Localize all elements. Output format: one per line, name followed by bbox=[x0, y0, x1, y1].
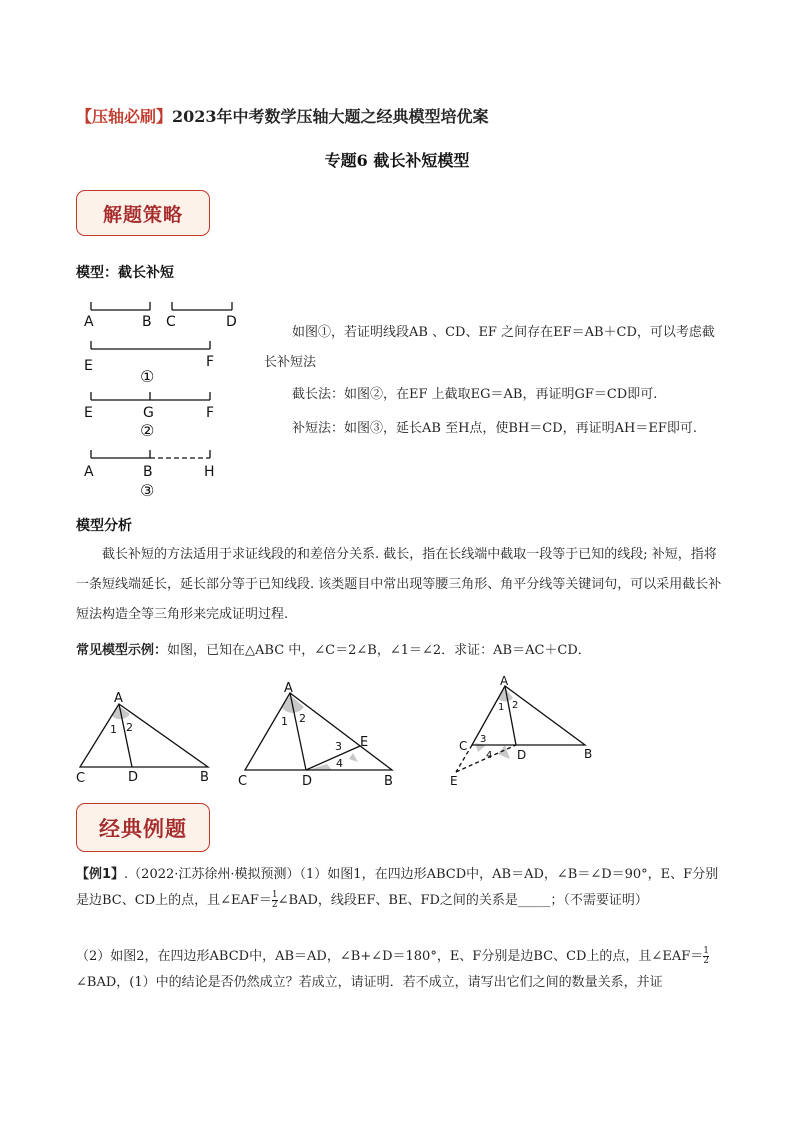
svg-text:B: B bbox=[584, 747, 593, 761]
svg-text:2: 2 bbox=[512, 700, 519, 711]
common-text: 如图，已知在△ABC 中，∠C＝2∠B，∠1＝∠2．求证：AB＝AC＋CD． bbox=[167, 643, 591, 658]
svg-text:C: C bbox=[238, 774, 248, 789]
segment-figure bbox=[76, 290, 246, 505]
fraction-half: $\frac{1}{2}$ bbox=[271, 890, 278, 910]
doc-title bbox=[76, 104, 489, 127]
fig-label-b3: B bbox=[143, 464, 153, 480]
model-para-1: 如图①，若证明线段AB 、CD、EF 之间存在EF＝AB＋CD，可以考虑截长补短法 bbox=[264, 325, 715, 370]
example-part1-b: ∠BAD，线段EF、BE、FD之间的关系是_____；（不需要证明） bbox=[277, 893, 648, 908]
svg-text:D: D bbox=[517, 748, 527, 762]
svg-text:A: A bbox=[114, 691, 123, 706]
fig-label-b: B bbox=[142, 314, 152, 330]
analysis-text: 截长补短的方法适用于求证线段的和差倍分关系. 截长，指在长线端中截取一段等于已知的线段; 补短，指将一条短线端延长，延长部分等于已知线段. 该类题目中常出现等腰三角形、角平分线等关键词句，可以采用截长补短法构造全等三角形来完成证明过程. bbox=[76, 547, 722, 622]
doc-subtitle: 专题6 截长补短模型 bbox=[324, 151, 470, 170]
model-label: 模型：截长补短 bbox=[76, 265, 174, 281]
svg-text:D: D bbox=[302, 774, 313, 789]
triangle-fig-1 bbox=[76, 691, 209, 786]
title-bracket: 【压轴必刷】 bbox=[76, 107, 173, 126]
fig-label-c: C bbox=[166, 314, 176, 330]
svg-text:A: A bbox=[500, 674, 509, 688]
svg-text:C: C bbox=[76, 771, 86, 786]
svg-text:3: 3 bbox=[480, 734, 487, 745]
example-source: .（2022·江苏徐州·模拟预测） bbox=[124, 867, 300, 882]
triangle-figures bbox=[70, 674, 750, 794]
svg-text:E: E bbox=[360, 735, 369, 750]
fig-num-2: ② bbox=[140, 421, 155, 440]
example-1-part2 bbox=[76, 944, 726, 996]
badge-examples: 经典例题 bbox=[76, 803, 210, 852]
analysis-label: 模型分析 bbox=[76, 518, 132, 534]
fig-label-h: H bbox=[204, 464, 215, 480]
fig-label-f2: F bbox=[206, 405, 215, 421]
fig-label-e: E bbox=[84, 358, 93, 374]
svg-text:2: 2 bbox=[299, 712, 306, 725]
example-1 bbox=[76, 862, 726, 914]
example-part2-b: ∠BAD，(1）中的结论是否仍然成立？若成立，请证明．若不成立，请写出它们之间的数量关系，并证 bbox=[76, 975, 663, 990]
fig-label-e2: E bbox=[84, 405, 93, 421]
example-part2-a: （2）如图2，在四边形ABCD中，AB＝AD，∠B+∠D＝180°，E、F分别是边BC、CD上的点，且∠EAF＝ bbox=[76, 949, 704, 964]
model-para-3: 补短法：如图③，延长AB 至H点，使BH＝CD，再证明AH＝EF即可. bbox=[292, 421, 698, 436]
fig-label-f: F bbox=[206, 354, 215, 370]
triangle-fig-2 bbox=[238, 681, 393, 789]
common-label: 常见模型示例： bbox=[76, 643, 168, 658]
svg-text:A: A bbox=[284, 681, 293, 696]
fig-num-3: ③ bbox=[140, 481, 155, 500]
fig-label-g: G bbox=[143, 405, 154, 421]
svg-text:2: 2 bbox=[126, 721, 133, 734]
badge-strategy: 解题策略 bbox=[76, 190, 210, 236]
fig-label-d: D bbox=[226, 314, 237, 330]
common-example bbox=[76, 636, 726, 666]
svg-text:1: 1 bbox=[110, 723, 117, 736]
svg-text:1: 1 bbox=[281, 715, 288, 728]
fig-label-a: A bbox=[84, 314, 94, 330]
fraction-half-2: $\frac{1}{2}$ bbox=[703, 946, 709, 966]
model-para-2: 截长法：如图②，在EF 上截取EG＝AB，再证明GF＝CD即可. bbox=[292, 387, 658, 402]
svg-text:3: 3 bbox=[335, 740, 342, 753]
example-part1-a: （1）如图1，在四边形ABCD中，AB＝AD，∠B＝∠D＝90°，E、F分别是边BC、CD上的点，且∠EAF＝ bbox=[76, 867, 719, 908]
svg-text:1: 1 bbox=[498, 702, 505, 713]
title-text: 2023年中考数学压轴大题之经典模型培优案 bbox=[172, 107, 489, 126]
svg-text:4: 4 bbox=[336, 757, 343, 770]
svg-text:B: B bbox=[200, 770, 209, 785]
svg-text:B: B bbox=[384, 774, 393, 789]
fig-num-1: ① bbox=[140, 367, 155, 386]
example-label: 【例1】 bbox=[76, 867, 125, 882]
svg-text:D: D bbox=[128, 770, 139, 785]
triangle-fig-3 bbox=[450, 674, 592, 788]
svg-text:E: E bbox=[450, 774, 458, 788]
svg-text:4: 4 bbox=[486, 750, 493, 761]
fig-label-a3: A bbox=[84, 464, 94, 480]
svg-text:C: C bbox=[459, 739, 468, 753]
